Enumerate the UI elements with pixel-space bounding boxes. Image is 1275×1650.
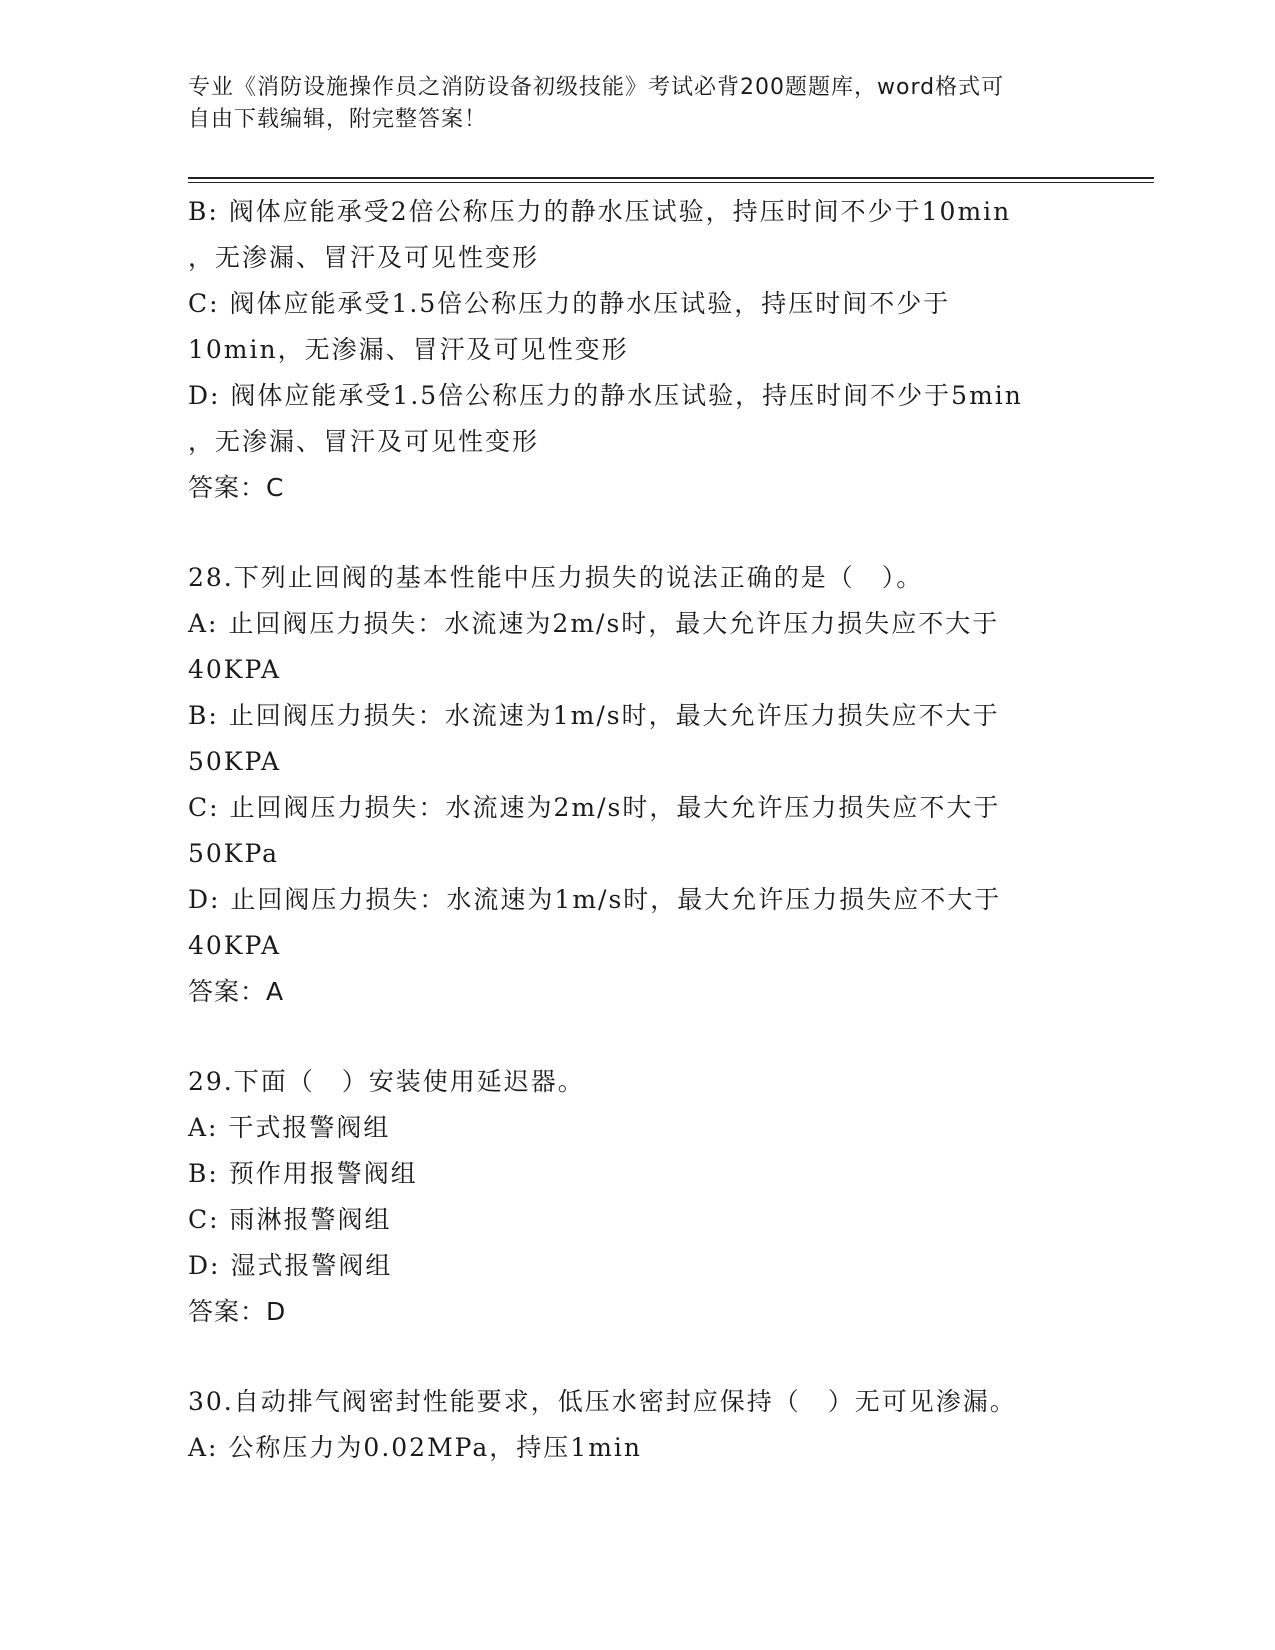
header-divider-thin <box>188 182 1154 183</box>
option-c-line-2: 10min，无渗漏、冒汗及可见性变形 <box>188 335 629 364</box>
header-title-line-1: 专业《消防设施操作员之消防设备初级技能》考试必背200题题库，word格式可 <box>188 75 1005 100</box>
option-d-line-1: D: 止回阀压力损失：水流速为1m/s时，最大允许压力损失应不大于 <box>188 885 1002 914</box>
option-c: C: 雨淋报警阀组 <box>188 1205 392 1234</box>
answer-label: 答案：C <box>188 473 285 502</box>
question-27-continued <box>188 189 1088 511</box>
option-d-line-1: D: 阀体应能承受1.5倍公称压力的静水压试验，持压时间不少于5min <box>188 381 1023 410</box>
option-a: A: 公称压力为0.02MPa，持压1min <box>188 1433 642 1462</box>
header-title-line-2: 自由下载编辑，附完整答案！ <box>188 107 488 132</box>
option-a-line-2: 40KPA <box>188 655 282 684</box>
question-stem: 28.下列止回阀的基本性能中压力损失的说法正确的是（ ）。 <box>188 563 924 592</box>
question-29 <box>188 1059 1088 1335</box>
option-d: D: 湿式报警阀组 <box>188 1251 393 1280</box>
option-c-line-1: C: 阀体应能承受1.5倍公称压力的静水压试验，持压时间不少于 <box>188 289 951 318</box>
question-content <box>188 189 1088 1471</box>
option-c-line-1: C: 止回阀压力损失：水流速为2m/s时，最大允许压力损失应不大于 <box>188 793 1001 822</box>
answer-label: 答案：A <box>188 977 285 1006</box>
option-a-line-1: A: 止回阀压力损失：水流速为2m/s时，最大允许压力损失应不大于 <box>188 609 1000 638</box>
option-b-line-1: B: 止回阀压力损失：水流速为1m/s时，最大允许压力损失应不大于 <box>188 701 1000 730</box>
document-header <box>188 72 1078 136</box>
question-stem: 29.下面（ ）安装使用延迟器。 <box>188 1067 585 1096</box>
question-spacer <box>188 511 1088 555</box>
question-30 <box>188 1379 1088 1471</box>
option-b-line-2: ，无渗漏、冒汗及可见性变形 <box>188 243 540 272</box>
option-c-line-2: 50KPa <box>188 839 280 868</box>
question-spacer <box>188 1335 1088 1379</box>
question-spacer <box>188 1015 1088 1059</box>
option-b-line-1: B: 阀体应能承受2倍公称压力的静水压试验，持压时间不少于10min <box>188 197 1012 226</box>
option-a: A: 干式报警阀组 <box>188 1113 391 1142</box>
answer-label: 答案：D <box>188 1297 287 1326</box>
option-d-line-2: 40KPA <box>188 931 282 960</box>
question-stem: 30.自动排气阀密封性能要求，低压水密封应保持（ ）无可见渗漏。 <box>188 1387 1017 1416</box>
header-divider-thick <box>188 177 1154 179</box>
option-d-line-2: ，无渗漏、冒汗及可见性变形 <box>188 427 540 456</box>
option-b-line-2: 50KPA <box>188 747 282 776</box>
question-28 <box>188 555 1088 1015</box>
option-b: B: 预作用报警阀组 <box>188 1159 418 1188</box>
